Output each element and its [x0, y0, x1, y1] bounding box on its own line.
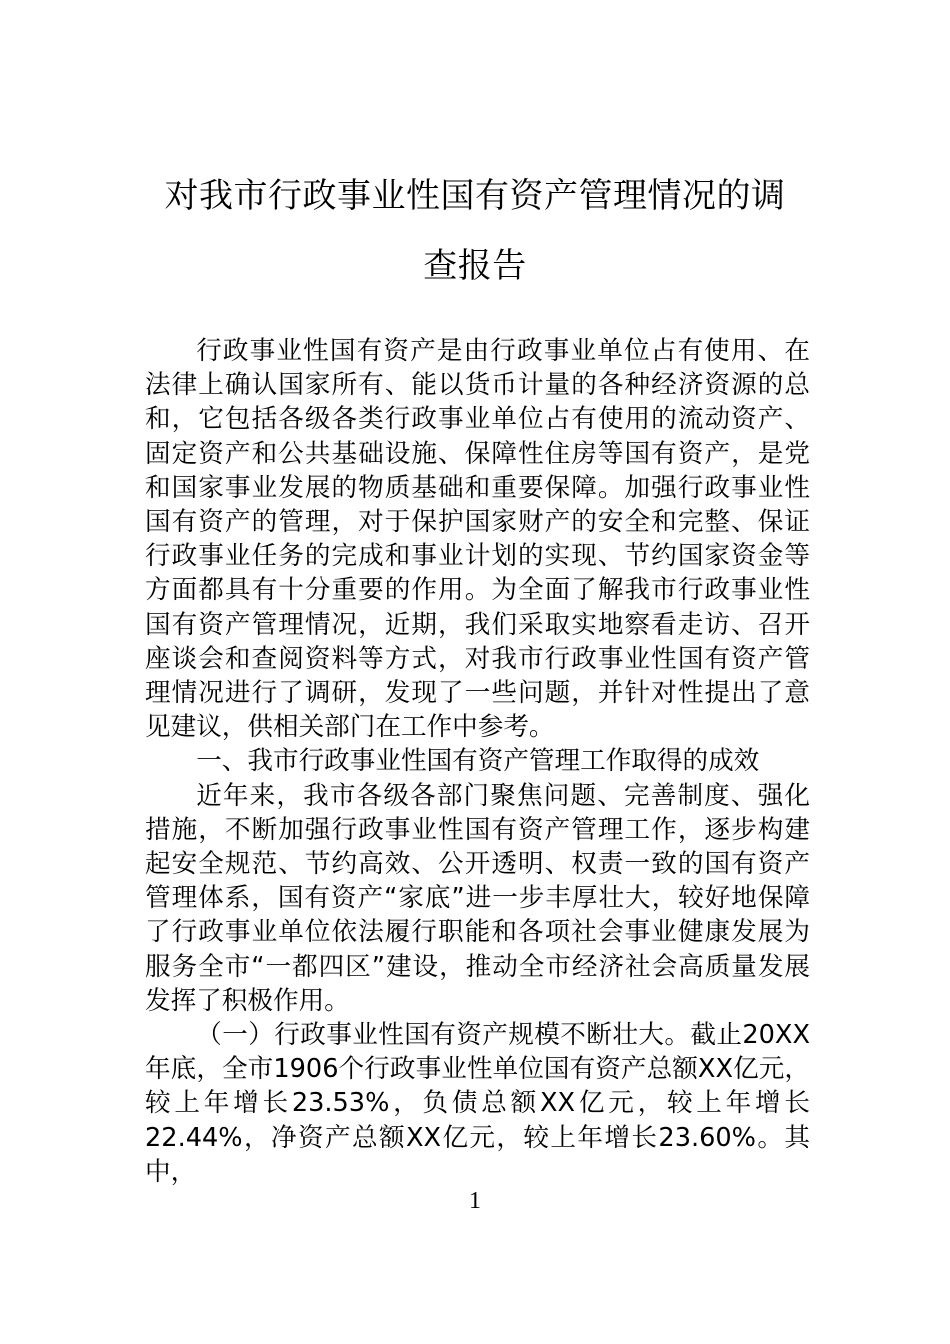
section-heading: 一、我市行政事业性国有资产管理工作取得的成效: [196, 746, 760, 777]
document-title-line-1: 对我市行政事业性国有资产管理情况的调: [164, 176, 786, 216]
intro-paragraph: 行政事业性国有资产是由行政事业单位占有使用、在法律上确认国家所有、能以货币计量的各种经济资源的总和，它包括各级各类行政事业单位占有使用的流动资产、固定资产和公共基础设施、保障性住房等国有资产，是党和国家事业发展的物质基础和重要保障。加强行政事业性国有资产的管理，对于保护国家财产的安全和完整、保证行政事业任务的完成和事业计划的实现、节约国家资金等方面都具有十分重要的作用。为全面了解我市行政事业性国有资产管理情况，近期，我们采取实地察看走访、召开座谈会和查阅资料等方式，对我市行政事业性国有资产管理情况进行了调研，发现了一些问题，并针对性提出了意见建议，供相关部门在工作中参考。: [145, 336, 810, 743]
document-body: [145, 334, 810, 1189]
body-paragraph: 近年来，我市各级各部门聚焦问题、完善制度、强化措施，不断加强行政事业性国有资产管理工作，逐步构建起安全规范、节约高效、公开透明、权责一致的国有资产管理体系，国有资产“家底”进一步丰厚壮大，较好地保障了行政事业单位依法履行职能和各项社会事业健康发展为服务全市“一都四区”建设，推动全市经济社会高质量发展发挥了积极作用。: [145, 780, 810, 1016]
body-paragraph: （一）行政事业性国有资产规模不断壮大。截止20XX年底，全市1906个行政事业性单位国有资产总额XX亿元，较上年增长23.53%，负债总额XX亿元，较上年增长22.44%，净资产总额XX亿元，较上年增长23.60%。其中，: [145, 1020, 810, 1187]
document-title-line-2: 查报告: [423, 246, 527, 286]
page-number: 1: [469, 1188, 481, 1214]
